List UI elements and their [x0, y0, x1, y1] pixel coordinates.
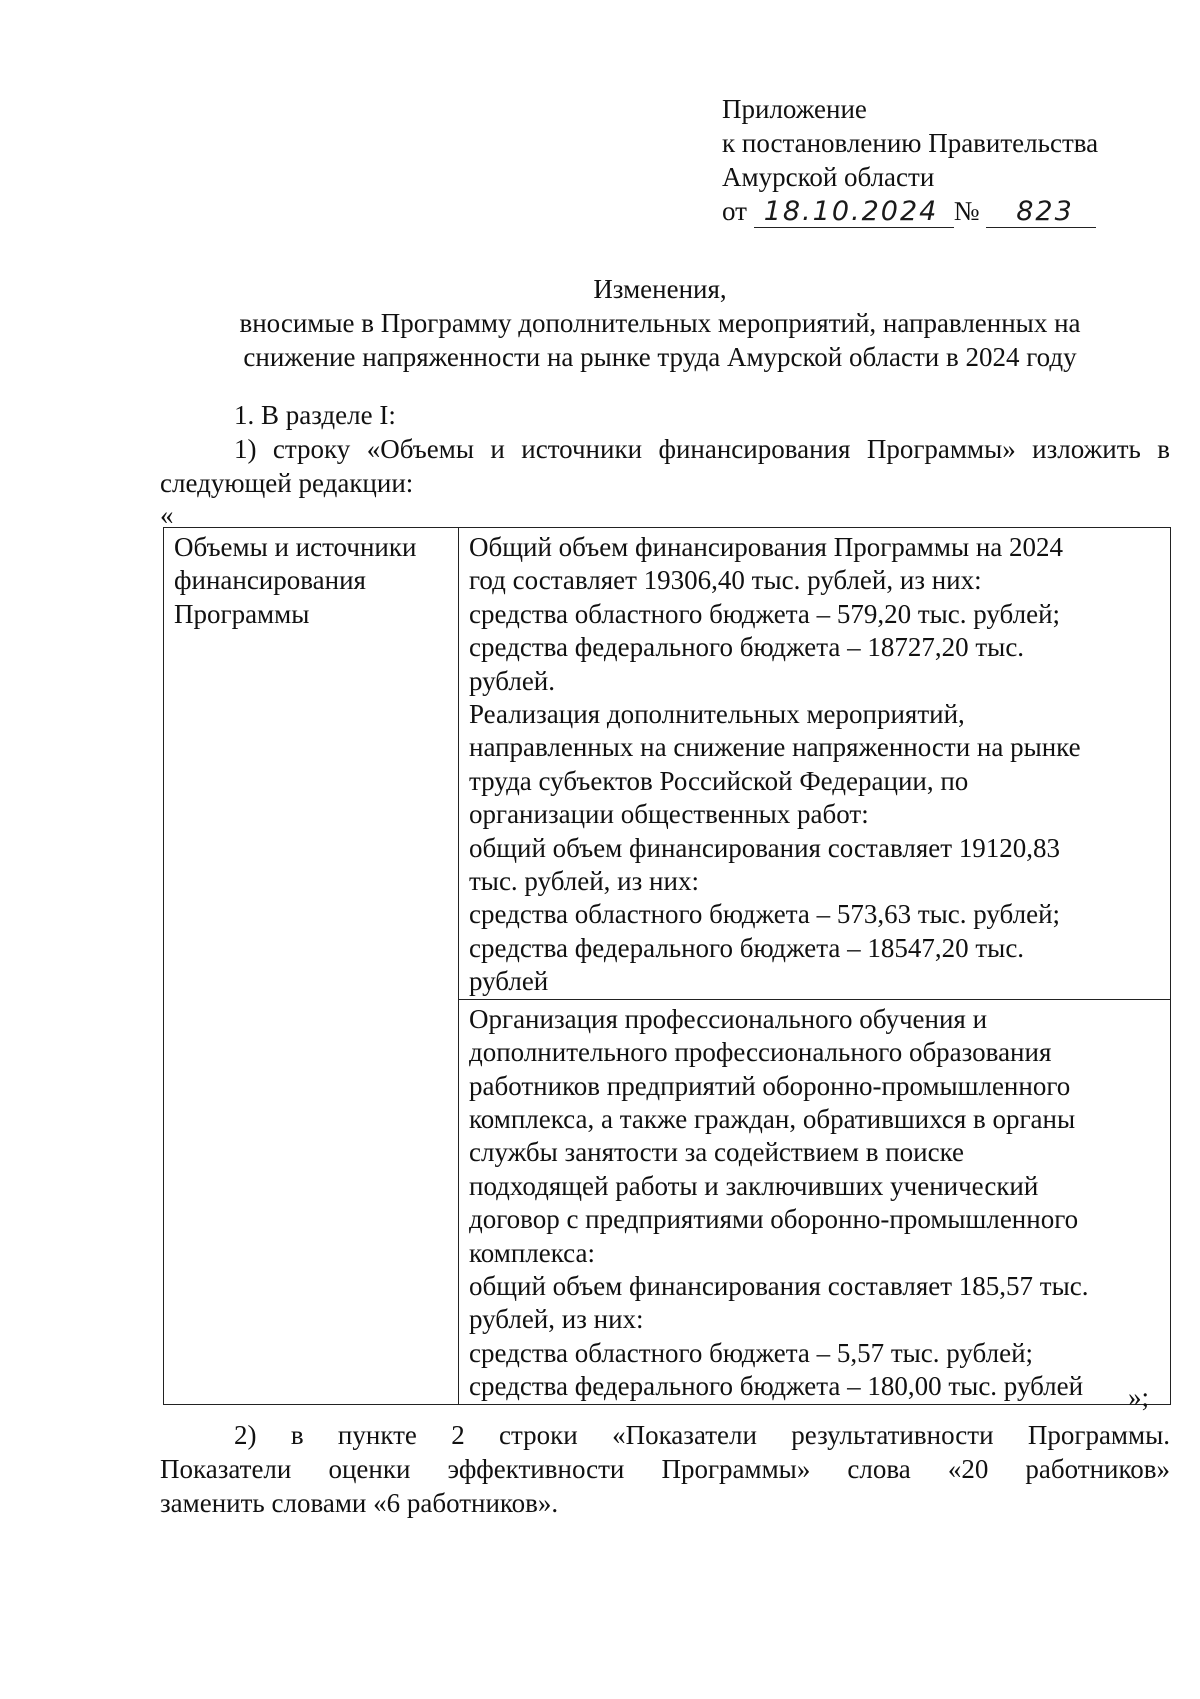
- content-line: средства областного бюджета – 573,63 тыс. рублей;: [469, 899, 1061, 930]
- handwritten-number: 823: [986, 197, 1096, 228]
- close-quote: »;: [1128, 1382, 1150, 1412]
- date-prefix: от: [722, 196, 747, 226]
- content-line: общий объем финансирования составляет 185,57 тыс.: [469, 1270, 1089, 1301]
- content-line: общий объем финансирования составляет 19120,83: [469, 832, 1061, 863]
- appendix-date-line: [722, 194, 1098, 228]
- content-line: направленных на снижение напряженности на рынке: [469, 732, 1081, 763]
- content-line: труда субъектов Российской Федерации, по: [469, 765, 969, 796]
- appendix-region: Амурской области: [722, 162, 935, 192]
- content-line: средства федерального бюджета – 180,00 тыс. рублей: [469, 1371, 1084, 1402]
- content-line: Реализация дополнительных мероприятий,: [469, 699, 965, 730]
- content-line: средства федерального бюджета – 18547,20 тыс.: [469, 932, 1025, 963]
- table-content-cell-1: [459, 528, 1171, 1000]
- appendix-title: Приложение: [722, 94, 867, 124]
- paragraph-line: 2) в пункте 2 строки «Показатели результативности Программы.: [234, 1420, 1170, 1450]
- content-line: дополнительного профессионального образования: [469, 1037, 1052, 1068]
- content-line: год составляет 19306,40 тыс. рублей, из них:: [469, 565, 982, 596]
- paragraph-section: 1. В разделе I:: [234, 400, 396, 430]
- content-line: работников предприятий оборонно-промышленного: [469, 1070, 1071, 1101]
- title-heading: Изменения,: [593, 274, 727, 304]
- table-row: [164, 528, 1171, 1000]
- open-quote: «: [160, 500, 174, 530]
- table-label-cell: [164, 528, 459, 1405]
- content-line: Организация профессионального обучения и: [469, 1003, 988, 1034]
- paragraph-line: заменить словами «6 работников».: [160, 1488, 559, 1518]
- paragraph-line: Показатели оценки эффективности Программы» слова «20 работников»: [160, 1454, 1170, 1484]
- content-line: средства областного бюджета – 5,57 тыс. рублей;: [469, 1337, 1034, 1368]
- content-line: договор с предприятиями оборонно-промышленного: [469, 1204, 1079, 1235]
- document-title: [160, 272, 1160, 374]
- title-line-2: вносимые в Программу дополнительных мероприятий, направленных на: [239, 308, 1081, 338]
- content-line: тыс. рублей, из них:: [469, 866, 699, 897]
- content-line: комплекса:: [469, 1237, 595, 1268]
- paragraph-item-1: 1) строку «Объемы и источники финансирования Программы» изложить в следующей редакции:: [160, 434, 1170, 498]
- content-line: рублей: [469, 966, 549, 997]
- appendix-block: [722, 92, 1098, 228]
- label-line: Программы: [174, 598, 310, 629]
- content-line: организации общественных работ:: [469, 799, 869, 830]
- appendix-subtitle: к постановлению Правительства: [722, 128, 1099, 158]
- content-line: подходящей работы и заключивших ученический: [469, 1170, 1039, 1201]
- content-line: средства федерального бюджета – 18727,20 тыс.: [469, 632, 1025, 663]
- paragraph-item-2: [160, 1418, 1170, 1520]
- number-sign: №: [953, 196, 980, 226]
- content-line: Общий объем финансирования Программы на 2024: [469, 532, 1064, 562]
- title-line-3: снижение напряженности на рынке труда Амурской области в 2024 году: [243, 342, 1077, 372]
- handwritten-date: 18.10.2024: [754, 197, 954, 228]
- table-content-cell-2: [459, 999, 1171, 1404]
- label-line: Объемы и источники: [174, 532, 417, 562]
- content-line: комплекса, а также граждан, обратившихся в органы: [469, 1103, 1076, 1134]
- content-line: службы занятости за содействием в поиске: [469, 1137, 965, 1168]
- label-line: финансирования: [174, 565, 366, 596]
- funding-table: [163, 527, 1171, 1405]
- content-line: рублей, из них:: [469, 1304, 644, 1335]
- content-line: рублей.: [469, 665, 556, 696]
- content-line: средства областного бюджета – 579,20 тыс. рублей;: [469, 598, 1061, 629]
